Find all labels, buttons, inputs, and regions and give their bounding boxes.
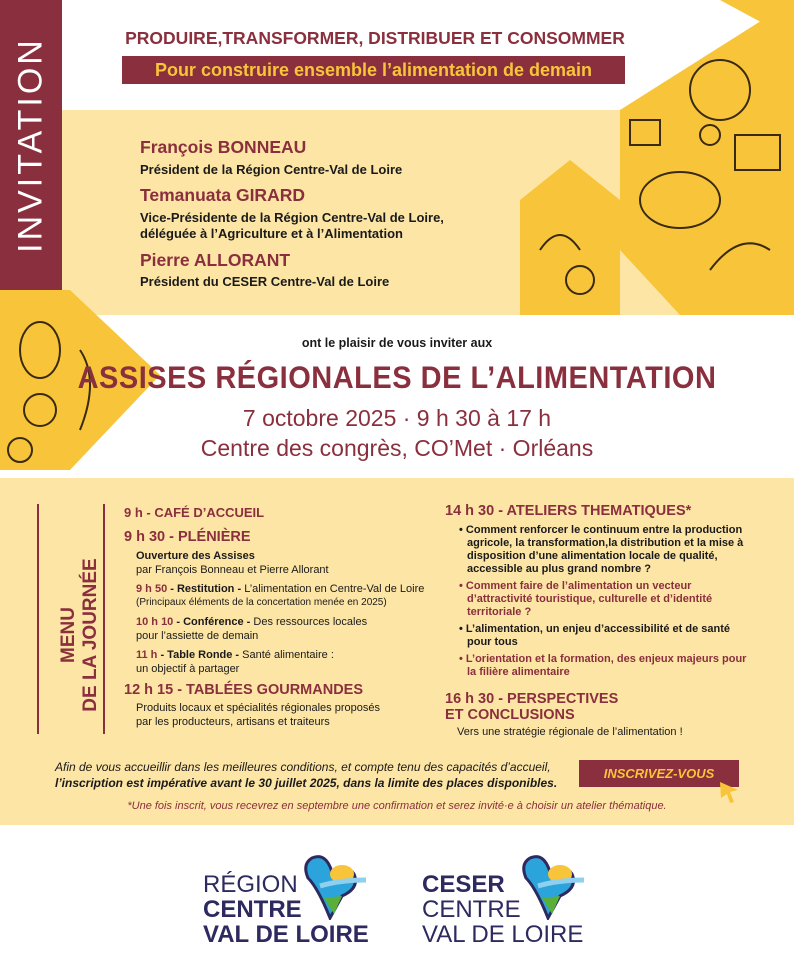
schedule-tablees: 12 h 15 - TABLÉES GOURMANDES xyxy=(124,682,364,698)
heart-logo-icon xyxy=(518,850,588,920)
invitation-label: INVITATION xyxy=(11,37,50,253)
schedule-left: 9 h - CAFÉ D’ACCUEIL 9 h 30 - PLÉNIÈRE Ouverture des Assises par François Bonneau et Pierre Allorant 9 h 50 - Restitution - L’alimentation en Centre-Val de Loire (Principaux éléments de la concertation menée en 2025) 10 h 10 - Conférence - Des ressources locales pour l’assiette de demain 11 h - Table Ronde - Santé alimentaire : un objectif à partager 12 h 15 - TABLÉES GOURMANDES Produits locaux et spécialités régionales proposés par les producteurs, artisans et traiteurs xyxy=(124,505,439,729)
topic-item: • L’alimentation, un enjeu d’accessibilité et de santé pour tous xyxy=(459,623,730,648)
topic-item: • Comment faire de l’alimentation un vecteur d’attractivité touristique, culturelle et d’identité territoriale ? xyxy=(459,580,713,618)
invite-intro: ont le plaisir de vous inviter aux xyxy=(301,336,493,350)
invitation-band xyxy=(0,0,62,290)
food-illustration-right xyxy=(520,0,794,315)
logo-region: RÉGION CENTRE VAL DE LOIRE xyxy=(203,871,369,948)
schedule-pleniere: 9 h 30 - PLÉNIÈRE xyxy=(124,529,251,545)
header-title: PRODUIRE,TRANSFORMER, DISTRIBUER ET CONSOMMER xyxy=(125,28,625,48)
event-title: ASSISES RÉGIONALES DE L’ALIMENTATION xyxy=(77,360,717,396)
footnote: *Une fois inscrit, vous recevrez en septembre une confirmation et serez invité·e à choisir un atelier thématique. xyxy=(127,800,667,812)
topic-item: • L’orientation et la formation, des enjeux majeurs pour la filière alimentaire xyxy=(459,653,747,678)
host-name: François BONNEAU xyxy=(140,137,307,157)
heart-logo-icon xyxy=(300,850,370,920)
host-role: Président du CESER Centre-Val de Loire xyxy=(140,274,390,289)
registration-note: Afin de vous accueillir dans les meilleures conditions, et compte tenu des capacités d’accueil, l’inscription est impérative avant le 30 juillet 2025, dans la limite des places disponibles. xyxy=(55,760,558,790)
host-role: déléguée à l’Agriculture et à l’Alimentation xyxy=(140,226,403,241)
header-subtitle: Pour construire ensemble l’alimentation de demain xyxy=(122,56,625,84)
event-date: 7 octobre 2025 · 9 h 30 à 17 h xyxy=(242,405,552,431)
host-name: Pierre ALLORANT xyxy=(140,250,291,270)
host-name: Temanuata GIRARD xyxy=(140,185,305,205)
host-role: Vice-Présidente de la Région Centre-Val de Loire, xyxy=(140,210,444,225)
menu-title: MENU DE LA JOURNÉE xyxy=(58,558,101,712)
event-place: Centre des congrès, CO’Met · Orléans xyxy=(200,435,594,461)
schedule-right: 14 h 30 - ATELIERS THEMATIQUES* • Comment renforcer le continuum entre la production agricole, la transformation,la distribution et la mise à disposition d’une alimentation locale de qualité, accessible au plus grand nombre ? • Comment faire de l’alimentation un vecteur d’attractivité touristique, culturelle et d’identité territoriale ? • L’alimentation, un enjeu d’accessibilité et de santé pour tous • L’orientation et la formation, des enjeux majeurs pour la filière alimentaire 16 h 30 - PERSPECTIVES ET CONCLUSIONS Vers une stratégie régionale de l’alimentation ! xyxy=(445,503,765,739)
schedule-cafe: 9 h - CAFÉ D’ACCUEIL xyxy=(124,505,265,520)
topic-item: • Comment renforcer le continuum entre la production agricole, la transformation,la distribution et la mise à disposition d’une alimentation locale de qualité, accessible au plus grand nombre ? xyxy=(459,524,744,575)
register-button[interactable]: INSCRIVEZ-VOUS xyxy=(579,760,739,787)
logo-ceser: CESER CENTRE VAL DE LOIRE xyxy=(422,871,584,948)
schedule-ateliers: 14 h 30 - ATELIERS THEMATIQUES* xyxy=(445,503,692,519)
host-role: Président de la Région Centre-Val de Loire xyxy=(140,162,403,177)
